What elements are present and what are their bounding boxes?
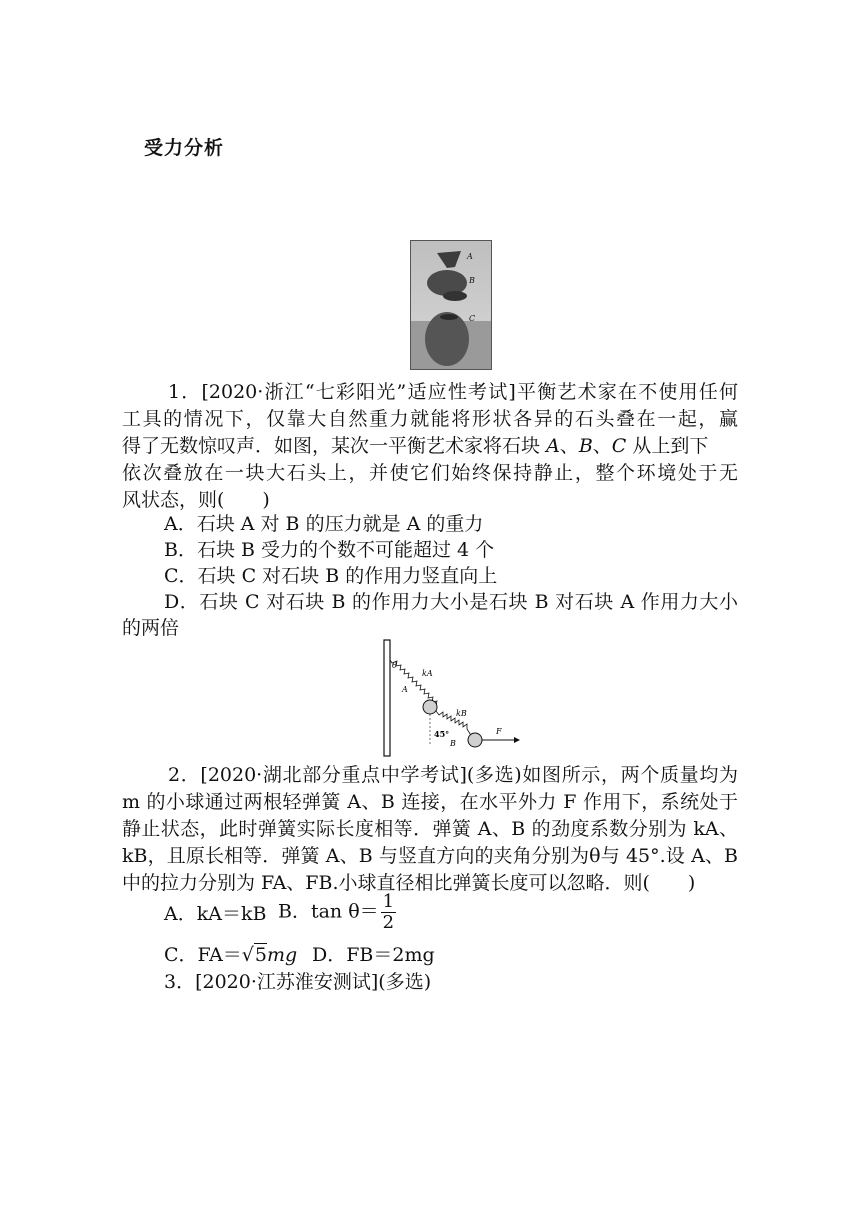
- force-f-label: F: [496, 727, 502, 736]
- radicand: 5: [254, 944, 267, 966]
- q2-line-4: kB，且原长相等．弹簧 A、B 与竖直方向的夹角分别为θ与 45°.设 A、B: [122, 845, 738, 867]
- rock-label-a: A: [467, 252, 473, 261]
- q1-option-d-cont: 的两倍: [122, 617, 180, 639]
- q1-line-3: 得了无数惊叹声．如图，某次一平衡艺术家将石块 A、B、C 从上到下: [122, 435, 709, 457]
- spring-a-label: A: [402, 685, 408, 694]
- section-title: 受力分析: [144, 137, 225, 159]
- q1-option-b: B．石块 B 受力的个数不可能超过 4 个: [164, 539, 495, 561]
- spring-b-constant-label: kB: [456, 709, 467, 718]
- q2-line-3: 静止状态，此时弹簧实际长度相等．弹簧 A、B 的劲度系数分别为 kA、: [122, 818, 738, 840]
- q2-option-a: A．kA＝kB: [164, 903, 267, 925]
- spring-b-label: B: [450, 739, 456, 748]
- q1-line-5: 风状态，则( ): [122, 489, 270, 511]
- q2-line-5: 中的拉力分别为 FA、FB.小球直径相比弹簧长度可以忽略．则( ): [122, 872, 696, 894]
- q2-option-d: D．FB＝2mg: [312, 944, 435, 966]
- fraction-numerator: 1: [382, 891, 395, 912]
- fraction-denominator: 2: [382, 912, 395, 933]
- rock-balance-photo: [410, 240, 492, 370]
- q2-line-2: m 的小球通过两根轻弹簧 A、B 连接，在水平外力 F 作用下，系统处于: [122, 791, 738, 813]
- q1-line-4: 依次叠放在一块大石头上，并使它们始终保持静止，整个环境处于无: [122, 462, 738, 484]
- q1-line-1: 1．[2020·浙江“七彩阳光”适应性考试]平衡艺术家在不使用任何: [168, 381, 738, 403]
- spring-a-constant-label: kA: [422, 669, 433, 678]
- q2-option-c: C．FA＝√5mg: [164, 944, 298, 966]
- q1-option-d: D．石块 C 对石块 B 的作用力大小是石块 B 对石块 A 作用力大小: [164, 591, 738, 613]
- q3-line-1: 3．[2020·江苏淮安测试](多选): [164, 971, 432, 993]
- theta-label: θ: [392, 661, 397, 670]
- q1-line-2: 工具的情况下，仅靠大自然重力就能将形状各异的石头叠在一起，赢: [122, 408, 738, 430]
- q1-option-a: A．石块 A 对 B 的压力就是 A 的重力: [164, 513, 484, 535]
- q1-option-c: C．石块 C 对石块 B 的作用力竖直向上: [164, 565, 498, 587]
- q2-option-b: B．tan θ＝ $\frac{1}{2}$: [278, 891, 395, 933]
- spring-system-figure: [378, 636, 528, 760]
- rock-label-c: C: [469, 314, 476, 323]
- rock-label-b: B: [469, 276, 475, 285]
- angle-45-label: 45°: [434, 729, 450, 739]
- q2-line-1: 2．[2020·湖北部分重点中学考试](多选)如图所示，两个质量均为: [168, 764, 738, 786]
